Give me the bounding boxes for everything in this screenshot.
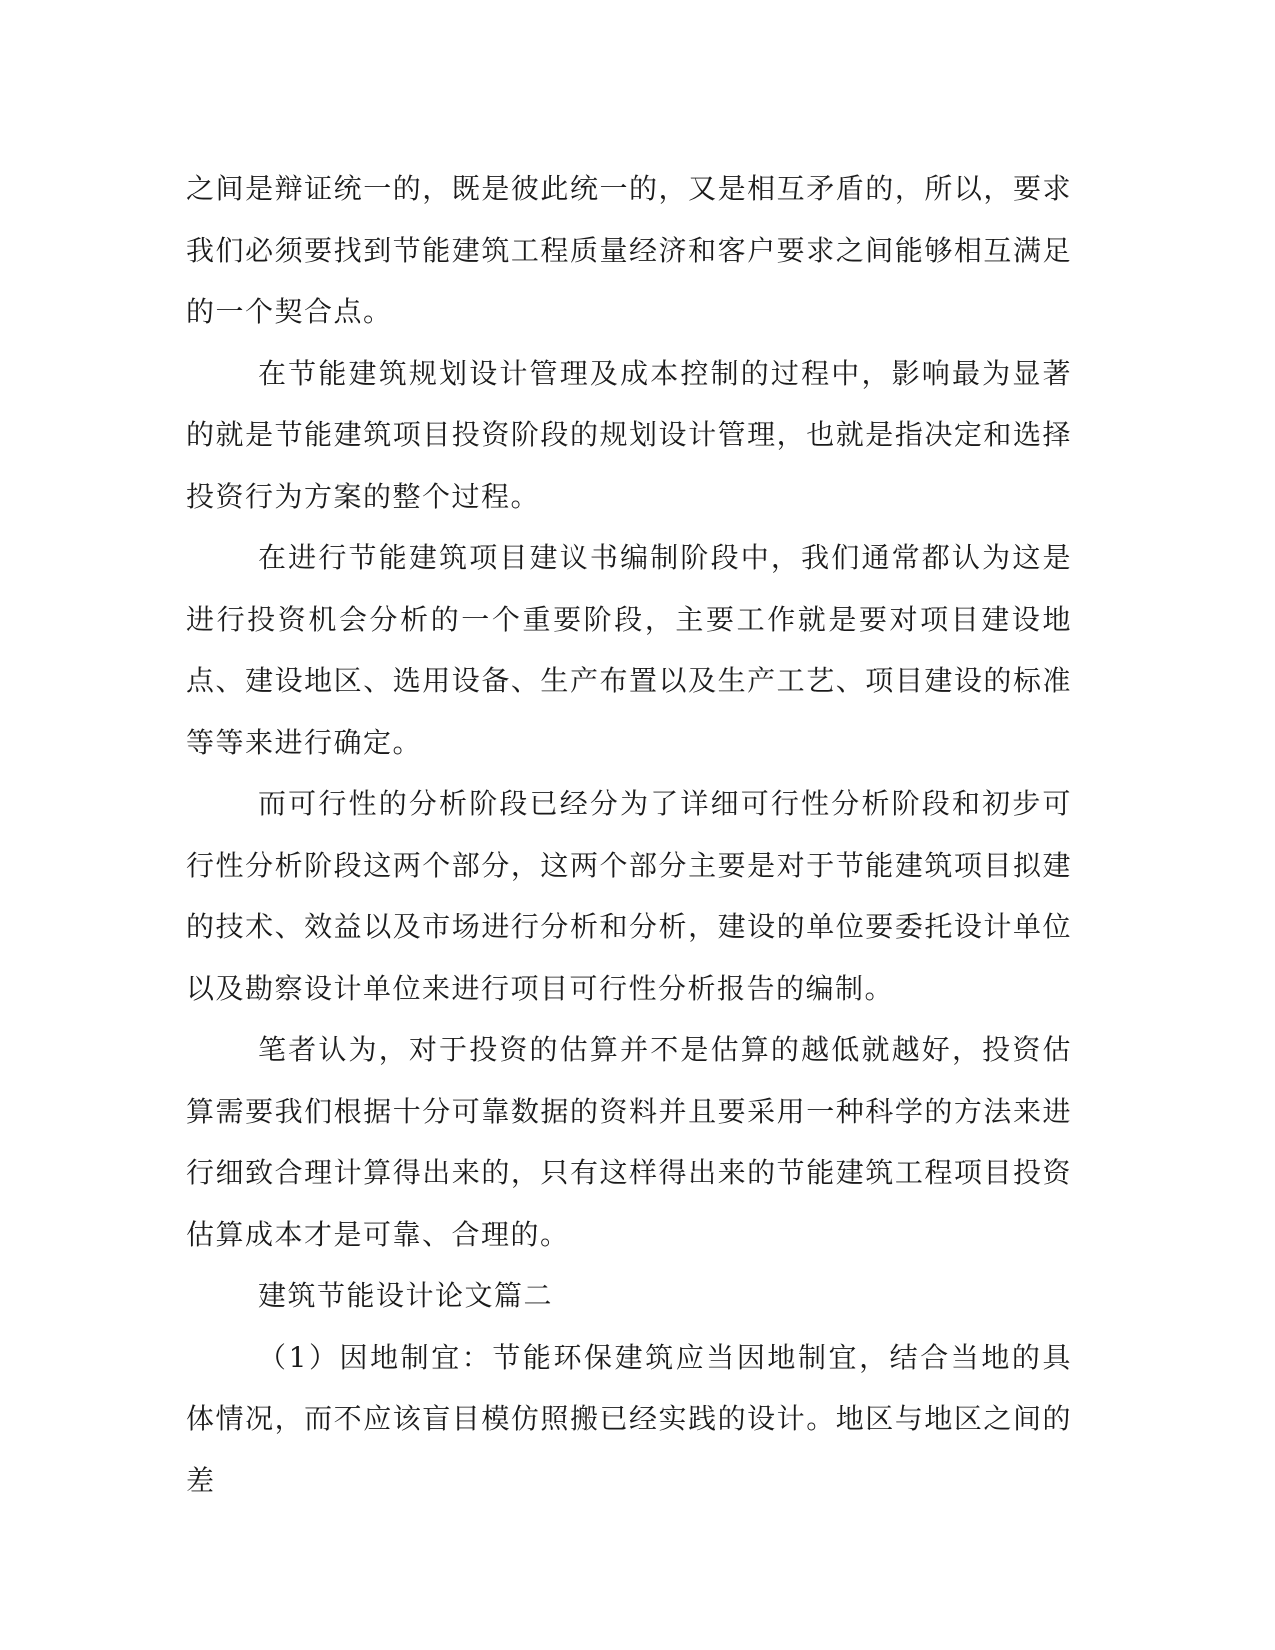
document-body [186,158,1072,1511]
paragraph-proposal-stage: 在进行节能建筑项目建议书编制阶段中，我们通常都认为这是进行投资机会分析的一个重要阶段，主要工作就是要对项目建设地点、建设地区、选用设备、生产布置以及生产工艺、项目建设的标准等等来进行确定。 [186,541,1072,759]
section-heading: 建筑节能设计论文篇二 [258,1279,554,1312]
paragraph-adapt-to-local: （1）因地制宜：节能环保建筑应当因地制宜，结合当地的具体情况，而不应该盲目模仿照搬已经实践的设计。地区与地区之间的差 [186,1340,1072,1497]
paragraph-continuation: 之间是辩证统一的，既是彼此统一的，又是相互矛盾的，所以，要求我们必须要找到节能建筑工程质量经济和客户要求之间能够相互满足的一个契合点。 [186,172,1072,328]
paragraph-feasibility: 而可行性的分析阶段已经分为了详细可行性分析阶段和初步可行性分析阶段这两个部分，这两个部分主要是对于节能建筑项目拟建的技术、效益以及市场进行分析和分析，建设的单位要委托设计单位以及勘察设计单位来进行项目可行性分析报告的编制。 [186,787,1072,1005]
paragraph-investment-estimate: 笔者认为，对于投资的估算并不是估算的越低就越好，投资估算需要我们根据十分可靠数据的资料并且要采用一种科学的方法来进行细致合理计算得出来的，只有这样得出来的节能建筑工程项目投资估算成本才是可靠、合理的。 [186,1033,1072,1251]
paragraph-planning-design: 在节能建筑规划设计管理及成本控制的过程中，影响最为显著的就是节能建筑项目投资阶段的规划设计管理，也就是指决定和选择投资行为方案的整个过程。 [186,356,1072,513]
